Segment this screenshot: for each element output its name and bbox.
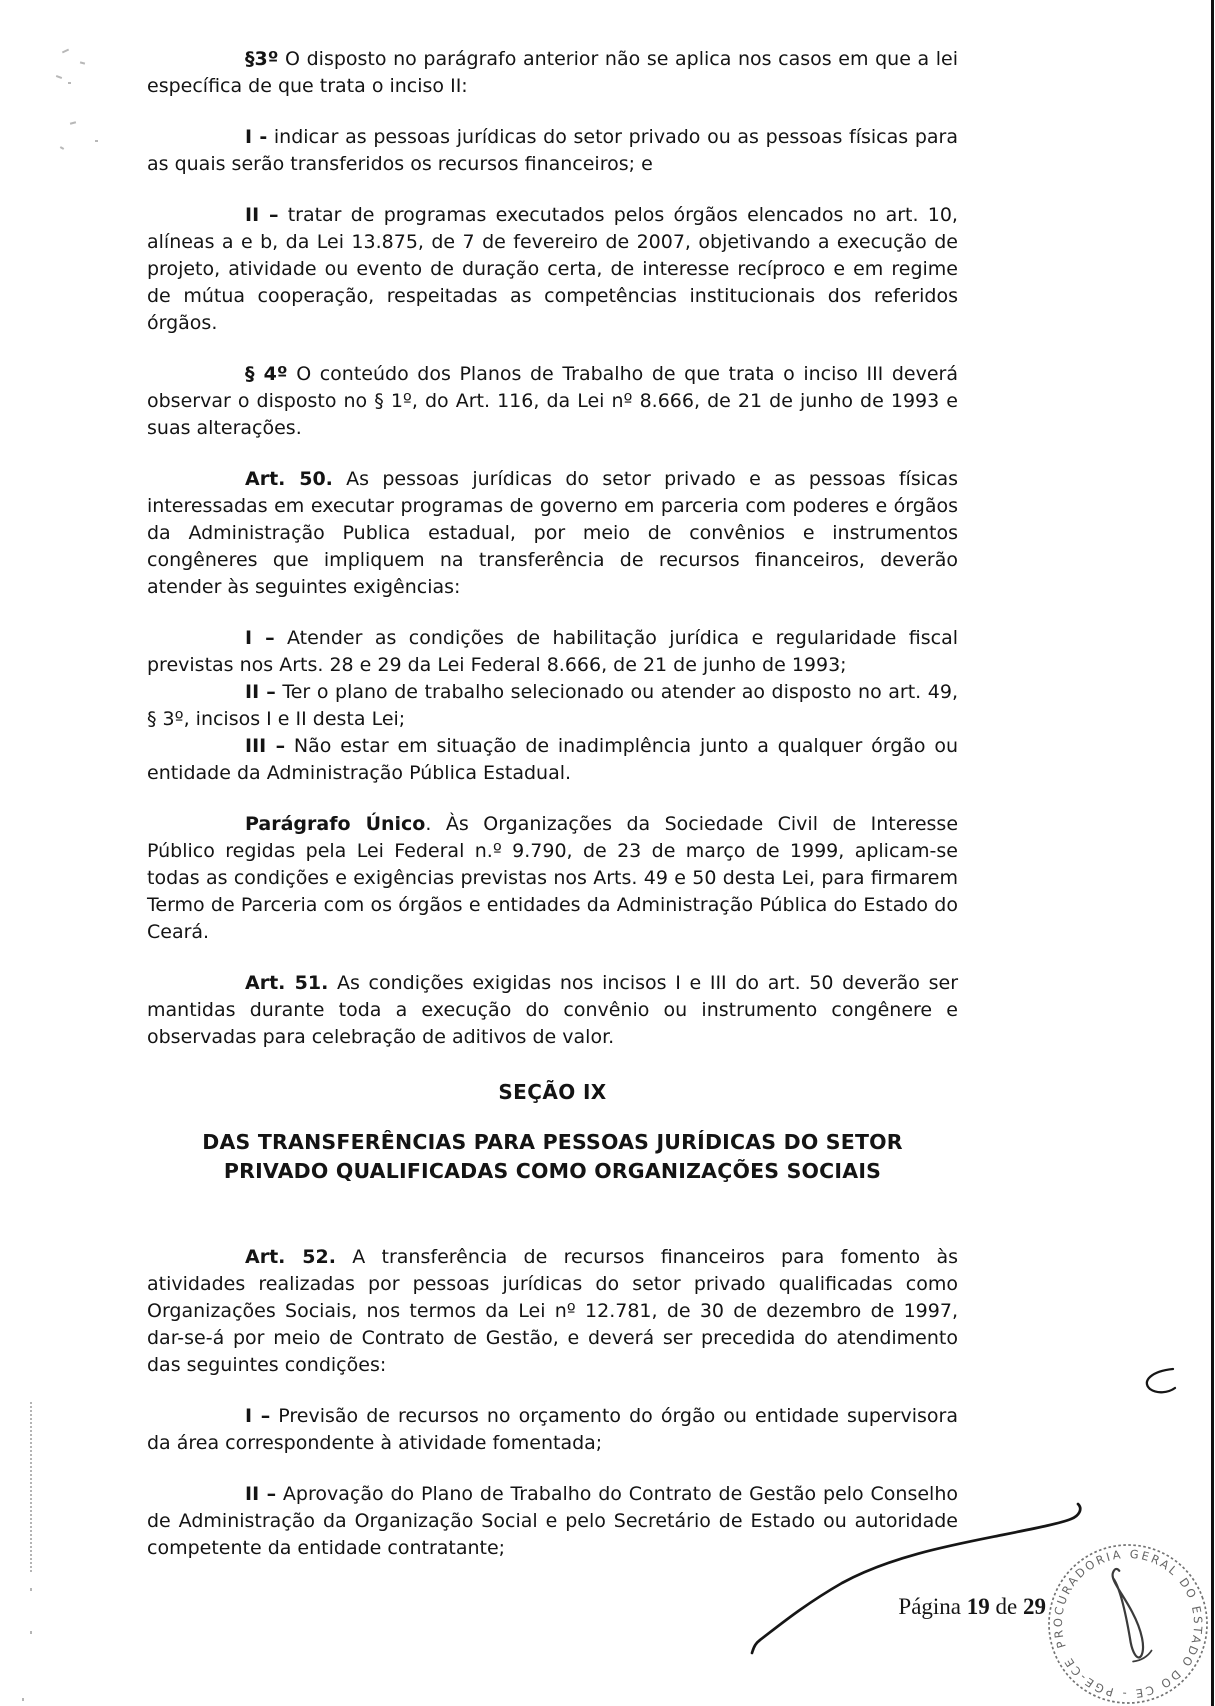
paragraph-paragrafo-unico bbox=[147, 811, 958, 946]
paragraph-label: I – bbox=[245, 627, 275, 649]
paragraph-text: Atender as condições de habilitação jurídica e regularidade fiscal previstas nos Arts. 28 e 29 da Lei Federal 8.666, de 21 de junho de 1993; bbox=[147, 627, 958, 676]
paragraph-art-50 bbox=[147, 466, 958, 601]
paragraph-label: II – bbox=[245, 204, 279, 226]
stamp-border bbox=[1036, 1540, 1215, 1706]
paragraph-label: § 4º bbox=[245, 363, 288, 385]
paragraph-art-52 bbox=[147, 1244, 958, 1379]
paragraph-art50-inciso-iii bbox=[147, 733, 958, 787]
scan-dot bbox=[30, 1631, 32, 1634]
page-number-total: 29 bbox=[1023, 1594, 1046, 1619]
paragraph-label: II – bbox=[245, 1483, 277, 1505]
page-number-prefix: Página bbox=[898, 1594, 962, 1619]
paragraph-text: Aprovação do Plano de Trabalho do Contrato de Gestão pelo Conselho de Administração da Organização Social e pelo Secretário de Estado ou autoridade competente da entidade contratante; bbox=[147, 1483, 958, 1559]
paragraph-art50-inciso-i bbox=[147, 625, 958, 679]
scan-dot bbox=[30, 1588, 32, 1591]
paragraph-art52-inciso-i bbox=[147, 1403, 958, 1457]
paragraph-label: III – bbox=[245, 735, 286, 757]
paragraph-label: II – bbox=[245, 681, 276, 703]
paragraph-text: Não estar em situação de inadimplência junto a qualquer órgão ou entidade da Administração Pública Estadual. bbox=[147, 735, 958, 784]
paragraph-inciso-i bbox=[147, 124, 958, 178]
stamp-signature-icon bbox=[1101, 1567, 1153, 1662]
section-title-line2: PRIVADO QUALIFICADAS COMO ORGANIZAÇÕES SOCIAIS bbox=[223, 1159, 882, 1183]
page-number-separator: de bbox=[995, 1594, 1018, 1619]
paragraph-text: As pessoas jurídicas do setor privado e as pessoas físicas interessadas em executar programas de governo em parceria com poderes e órgãos da Administração Publica estadual, por meio de convênios e instrumentos congêneres que impliquem na transferência de recursos financeiros, deverão atender às seguintes exigências: bbox=[147, 468, 958, 598]
stamp-ring-text-holder bbox=[1036, 1540, 1215, 1706]
paragraph-art-51 bbox=[147, 970, 958, 1051]
paragraph-label: I – bbox=[245, 1405, 271, 1427]
paragraph-text: Previsão de recursos no orçamento do órgão ou entidade supervisora da área correspondente à atividade fomentada; bbox=[147, 1405, 958, 1454]
paragraph-art50-inciso-ii bbox=[147, 679, 958, 733]
paragraph-text: indicar as pessoas jurídicas do setor privado ou as pessoas físicas para as quais serão transferidos os recursos financeiros; e bbox=[147, 126, 958, 175]
notary-stamp bbox=[1036, 1540, 1215, 1706]
section-title bbox=[183, 1128, 923, 1186]
paragraph-text: O disposto no parágrafo anterior não se aplica nos casos em que a lei específica de que trata o inciso II: bbox=[147, 48, 958, 97]
paragraph-text: Ter o plano de trabalho selecionado ou atender ao disposto no art. 49, § 3º, incisos I e II desta Lei; bbox=[147, 681, 958, 730]
stamp-ring-text: PROCURADORIA GERAL DO ESTADO DO CE - PGE-CE bbox=[1050, 1546, 1206, 1702]
paragraph-label: Parágrafo Único bbox=[245, 813, 426, 835]
scan-edge-line bbox=[1211, 0, 1214, 1706]
section-kicker: SEÇÃO IX bbox=[498, 1080, 607, 1104]
section-title-line1: DAS TRANSFERÊNCIAS PARA PESSOAS JURÍDICAS DO SETOR bbox=[202, 1130, 903, 1154]
paragraph-label: I - bbox=[245, 126, 268, 148]
document-content bbox=[147, 46, 958, 1562]
paragraph-label: Art. 50. bbox=[245, 468, 333, 490]
paragraph-s3 bbox=[147, 46, 958, 100]
page-number-current: 19 bbox=[966, 1594, 990, 1619]
page-number bbox=[0, 1594, 1046, 1620]
paragraph-label: §3º bbox=[245, 48, 279, 70]
paragraph-s4 bbox=[147, 361, 958, 442]
handwritten-check-mark bbox=[1147, 1369, 1175, 1392]
paragraph-text: A transferência de recursos financeiros para fomento às atividades realizadas por pessoas jurídicas do setor privado qualificadas como Organizações Sociais, nos termos da Lei nº 12.781, de 30 de dezembro de 1997, dar-se-á por meio de Contrato de Gestão, e deverá ser precedida do atendimento das seguintes condições: bbox=[147, 1246, 958, 1376]
paragraph-text: As condições exigidas nos incisos I e III do art. 50 deverão ser mantidas durante toda a execução do convênio ou instrumento congênere e observadas para celebração de aditivos de valor. bbox=[147, 972, 959, 1048]
paragraph-art52-inciso-ii bbox=[147, 1481, 958, 1562]
paragraph-text: . Às Organizações da Sociedade Civil de Interesse Público regidas pela Lei Federal n.º 9.790, de 23 de março de 1999, aplicam-se todas as condições e exigências previstas nos Arts. 49 e 50 desta Lei, para firmarem Termo de Parceria com os órgãos e entidades da Administração Pública do Estado do Ceará. bbox=[147, 813, 959, 943]
scan-dotted-line bbox=[30, 1402, 32, 1572]
paragraph-label: Art. 52. bbox=[245, 1246, 336, 1268]
paragraph-label: Art. 51. bbox=[245, 972, 329, 994]
paragraph-inciso-ii bbox=[147, 202, 958, 337]
paragraph-text: O conteúdo dos Planos de Trabalho de que trata o inciso III deverá observar o disposto no § 1º, do Art. 116, da Lei nº 8.666, de 21 de junho de 1993 e suas alterações. bbox=[147, 363, 959, 439]
paragraph-text: tratar de programas executados pelos órgãos elencados no art. 10, alíneas a e b, da Lei 13.875, de 7 de fevereiro de 2007, objetivando a execução de projeto, atividade ou evento de duração certa, de interesse recíproco e em regime de mútua cooperação, respeitadas as competências institucionais dos referidos órgãos. bbox=[147, 204, 958, 334]
scan-dot bbox=[22, 1698, 24, 1701]
